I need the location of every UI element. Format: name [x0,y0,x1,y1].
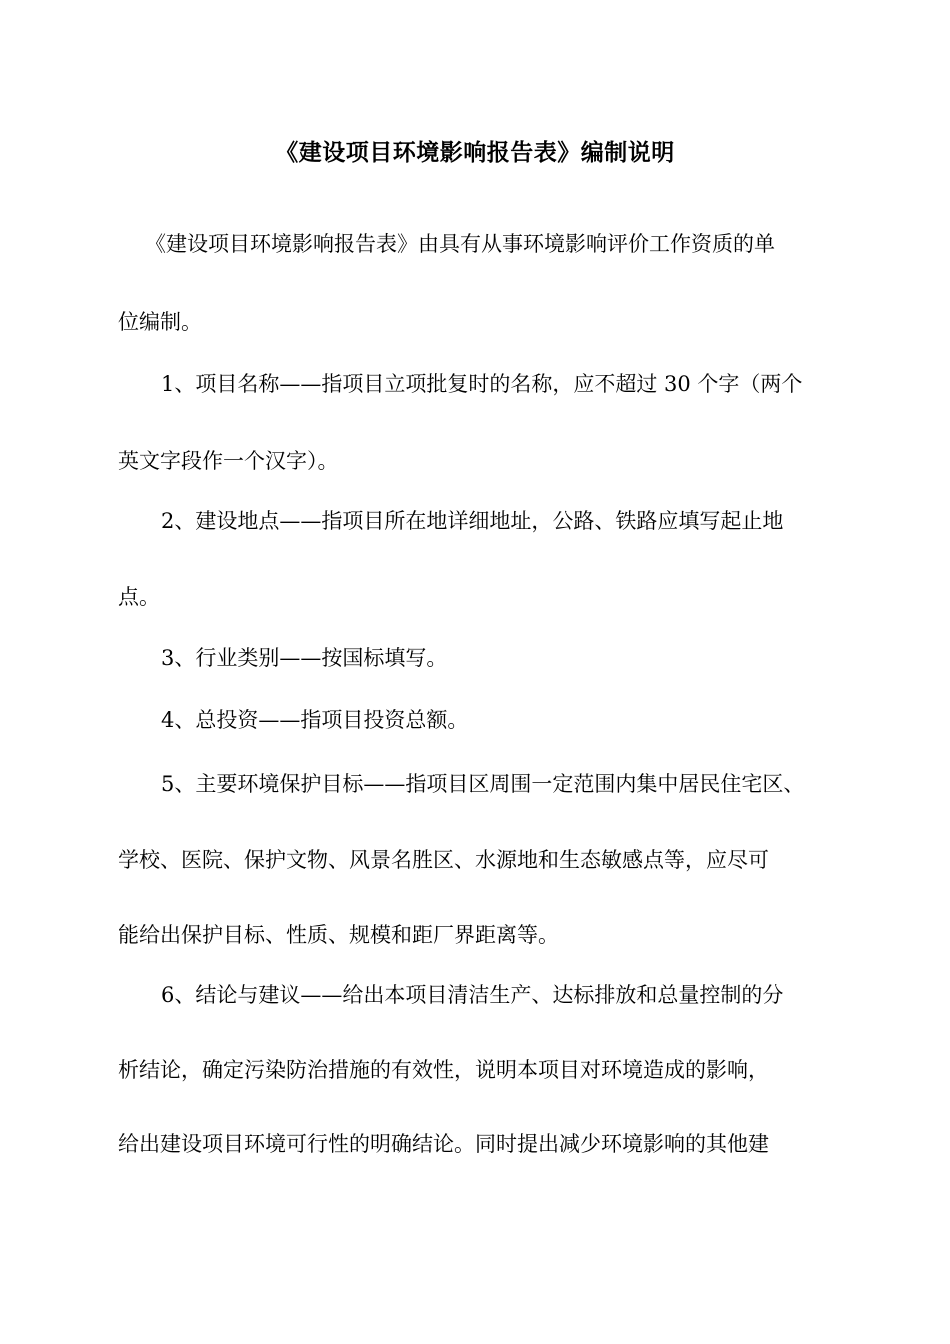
paragraph-line: 5、主要环境保护目标——指项目区周围一定范围内集中居民住宅区、 [161,772,805,796]
paragraph-line: 析结论，确定污染防治措施的有效性，说明本项目对环境造成的影响， [118,1058,769,1082]
document-title: 《建设项目环境影响报告表》编制说明 [275,140,675,166]
paragraph-line: 2、建设地点——指项目所在地详细地址，公路、铁路应填写起止地 [161,509,784,533]
paragraph-line: 6、结论与建议——给出本项目清洁生产、达标排放和总量控制的分 [161,983,784,1007]
paragraph-line: 1、项目名称——指项目立项批复时的名称，应不超过 30 个字（两个 [161,372,803,396]
paragraph-line: 学校、医院、保护文物、风景名胜区、水源地和生态敏感点等，应尽可 [118,848,769,872]
paragraph-line: 英文字段作一个汉字）。 [118,449,339,473]
paragraph-line: 给出建设项目环境可行性的明确结论。同时提出减少环境影响的其他建 [118,1132,769,1156]
paragraph-line: 《建设项目环境影响报告表》由具有从事环境影响评价工作资质的单 [145,232,775,256]
paragraph-line: 位编制。 [118,310,202,334]
paragraph-line: 3、行业类别——按国标填写。 [161,646,448,670]
paragraph-line: 4、总投资——指项目投资总额。 [161,708,469,732]
paragraph-line: 能给出保护目标、性质、规模和距厂界距离等。 [118,923,559,947]
paragraph-line: 点。 [118,585,160,609]
